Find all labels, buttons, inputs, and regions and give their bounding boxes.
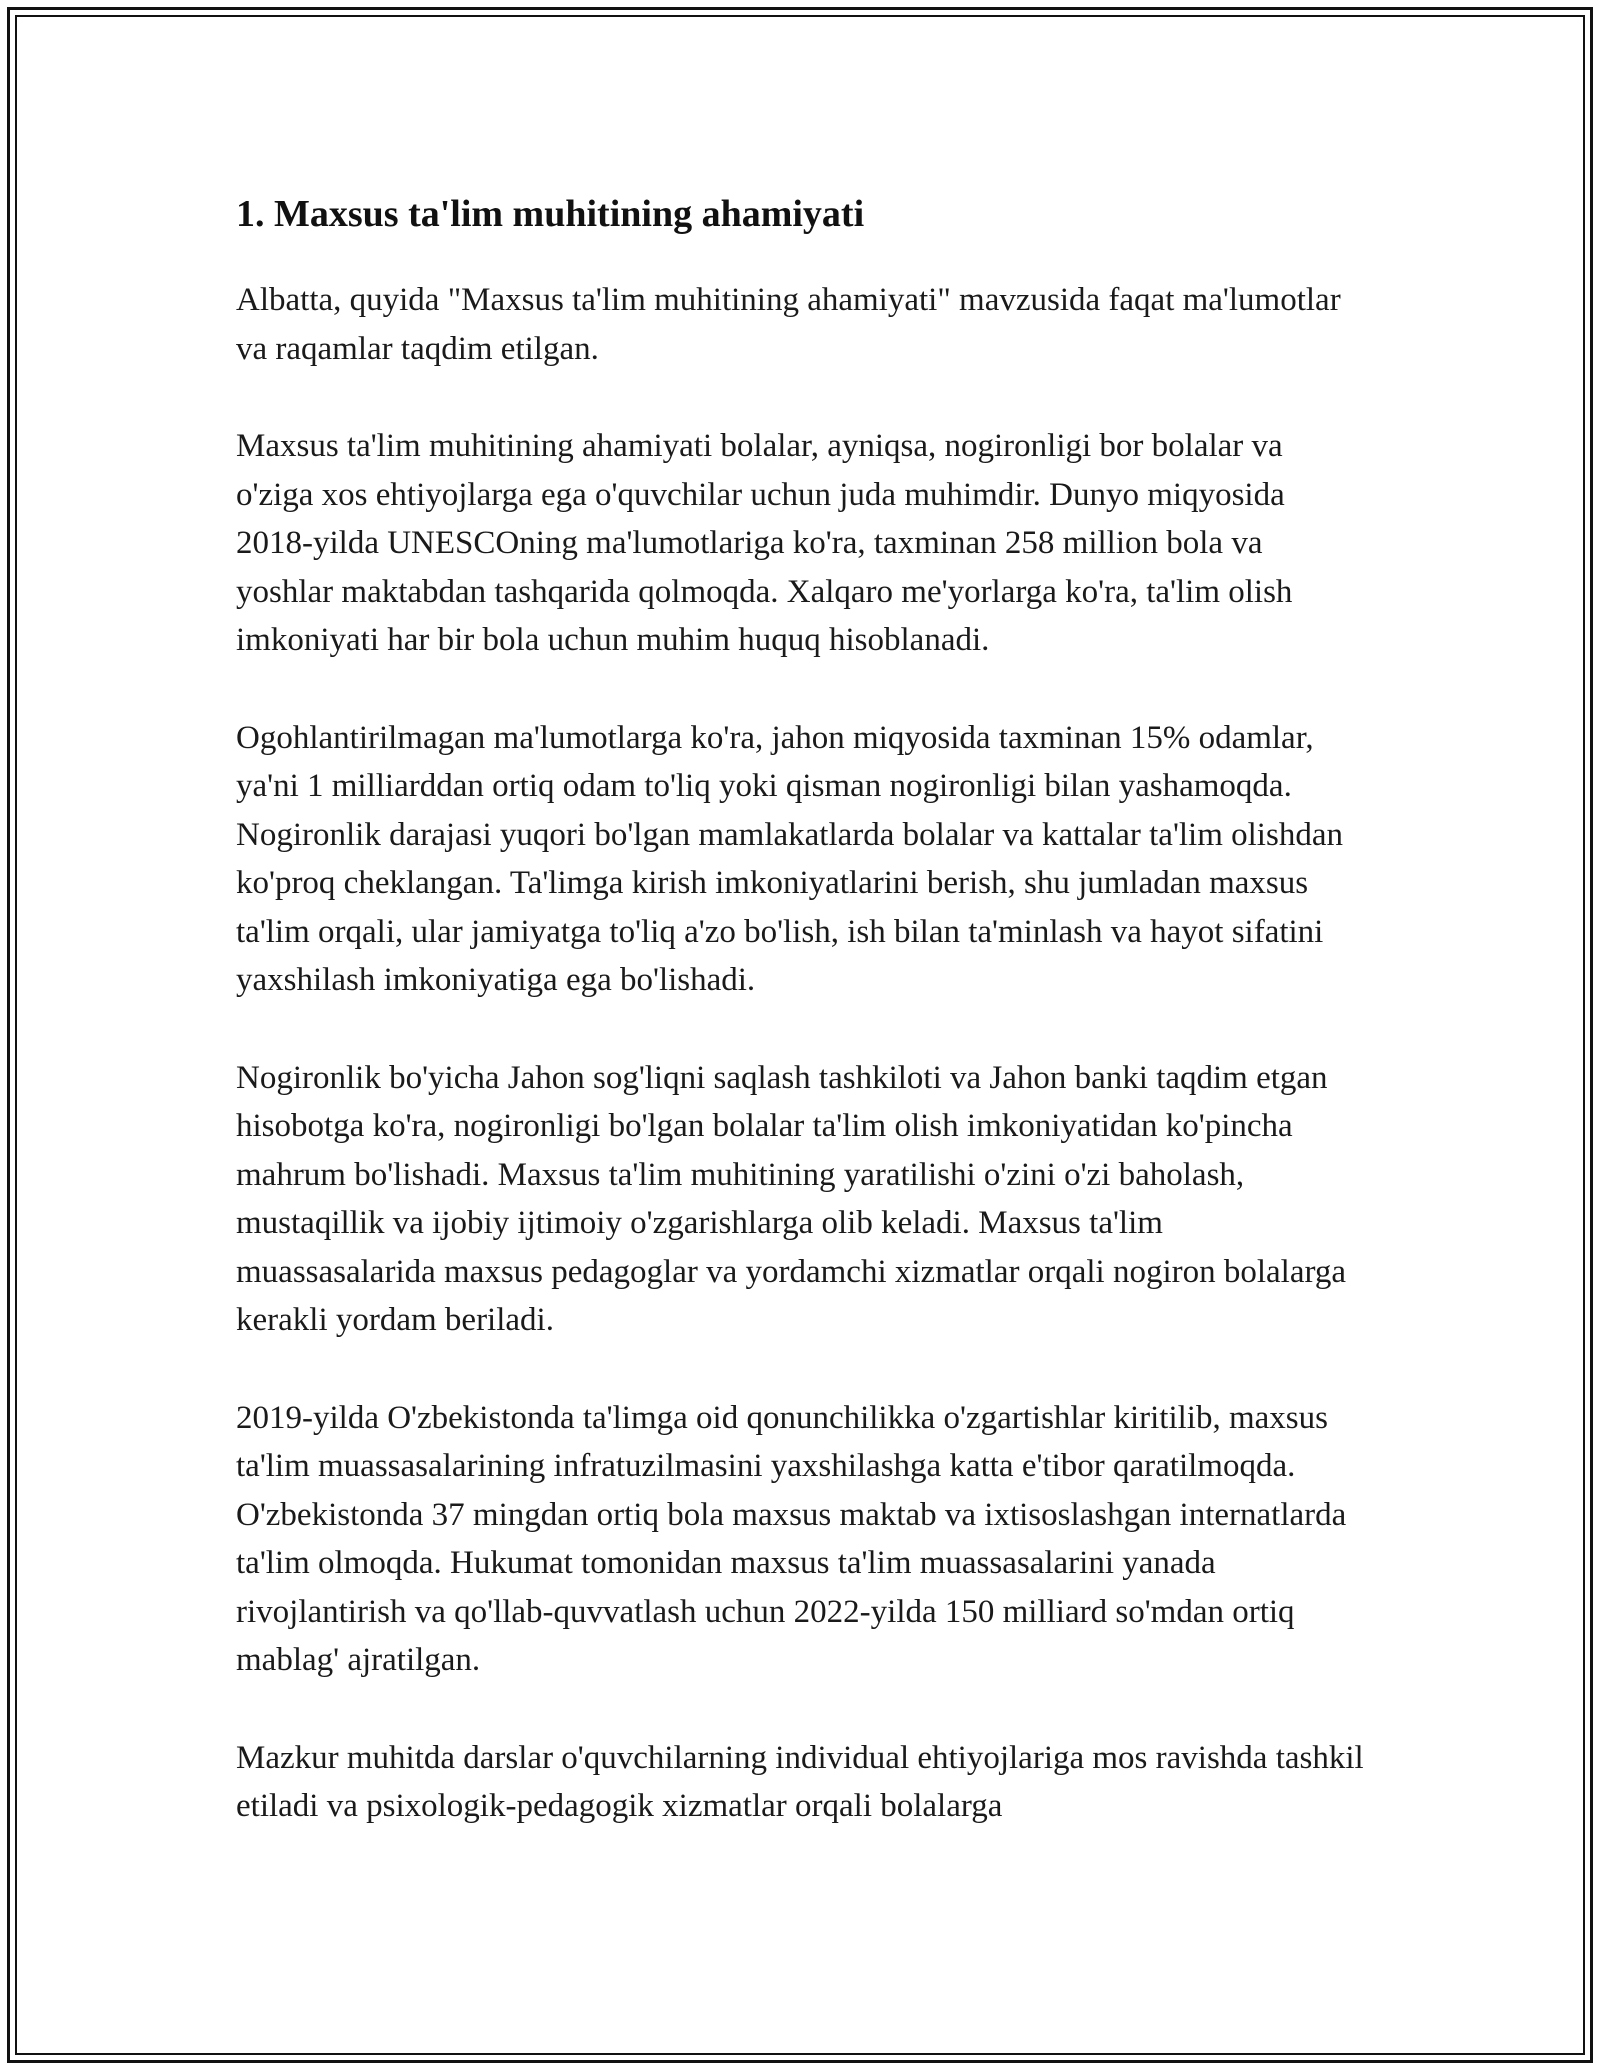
paragraph-intro: Albatta, quyida "Maxsus ta'lim muhitining ahamiyati" mavzusida faqat ma'lumotlar va raqamlar taqdim etilgan.: [236, 282, 1341, 367]
paragraph-environment: Mazkur muhitda darslar o'quvchilarning individual ehtiyojlariga mos ravishda tashkil etiladi va psixologik-pedagogik xizmatlar orqali bolalarga: [236, 1739, 1364, 1824]
paragraph-who-report: Nogironlik bo'yicha Jahon sog'liqni saqlash tashkiloti va Jahon banki taqdim etgan hisobotga ko'ra, nogironligi bo'lgan bolalar ta'lim olish imkoniyatidan ko'pincha mahrum bo'lishadi. Maxsus ta'lim muhitining yaratilishi o'zini o'zi baholash, mustaqillik va ijobiy ijtimoiy o'zgarishlarga olib keladi. Maxsus ta'lim muassasalarida maxsus pedagoglar va yordamchi xizmatlar orqali nogiron bolalarga kerakli yordam beriladi.: [236, 1059, 1347, 1338]
section-heading: 1. Maxsus ta'lim muhitining ahamiyati: [236, 193, 865, 235]
document-page: [236, 188, 1366, 1880]
paragraph-importance: Maxsus ta'lim muhitining ahamiyati bolalar, ayniqsa, nogironligi bor bolalar va o'ziga xos ehtiyojlarga ega o'quvchilar uchun juda muhimdir. Dunyo miqyosida 2018-yilda UNESCOning ma'lumotlariga ko'ra, taxminan 258 million bola va yoshlar maktabdan tashqarida qolmoqda. Xalqaro me'yorlarga ko'ra, ta'lim olish imkoniyati har bir bola uchun muhim huquq hisoblanadi.: [236, 428, 1293, 658]
paragraph-disability-statistics: Ogohlantirilmagan ma'lumotlarga ko'ra, jahon miqyosida taxminan 15% odamlar, ya'ni 1 milliarddan ortiq odam to'liq yoki qisman nogironligi bilan yashamoqda. Nogironlik darajasi yuqori bo'lgan mamlakatlarda bolalar va kattalar ta'lim olishdan ko'proq cheklangan. Ta'limga kirish imkoniyatlarini berish, shu jumladan maxsus ta'lim orqali, ular jamiyatga to'liq a'zo bo'lish, ish bilan ta'minlash va hayot sifatini yaxshilash imkoniyatiga ega bo'lishadi.: [236, 719, 1343, 998]
paragraph-uzbekistan: 2019-yilda O'zbekistonda ta'limga oid qonunchilikka o'zgartishlar kiritilib, maxsus ta'lim muassasalarining infratuzilmasini yaxshilashga katta e'tibor qaratilmoqda. O'zbekistonda 37 mingdan ortiq bola maxsus maktab va ixtisoslashgan internatlarda ta'lim olmoqda. Hukumat tomonidan maxsus ta'lim muassasalarini yanada rivojlantirish va qo'llab-quvvatlash uchun 2022-yilda 150 milliard so'mdan ortiq mablag' ajratilgan.: [236, 1399, 1347, 1678]
